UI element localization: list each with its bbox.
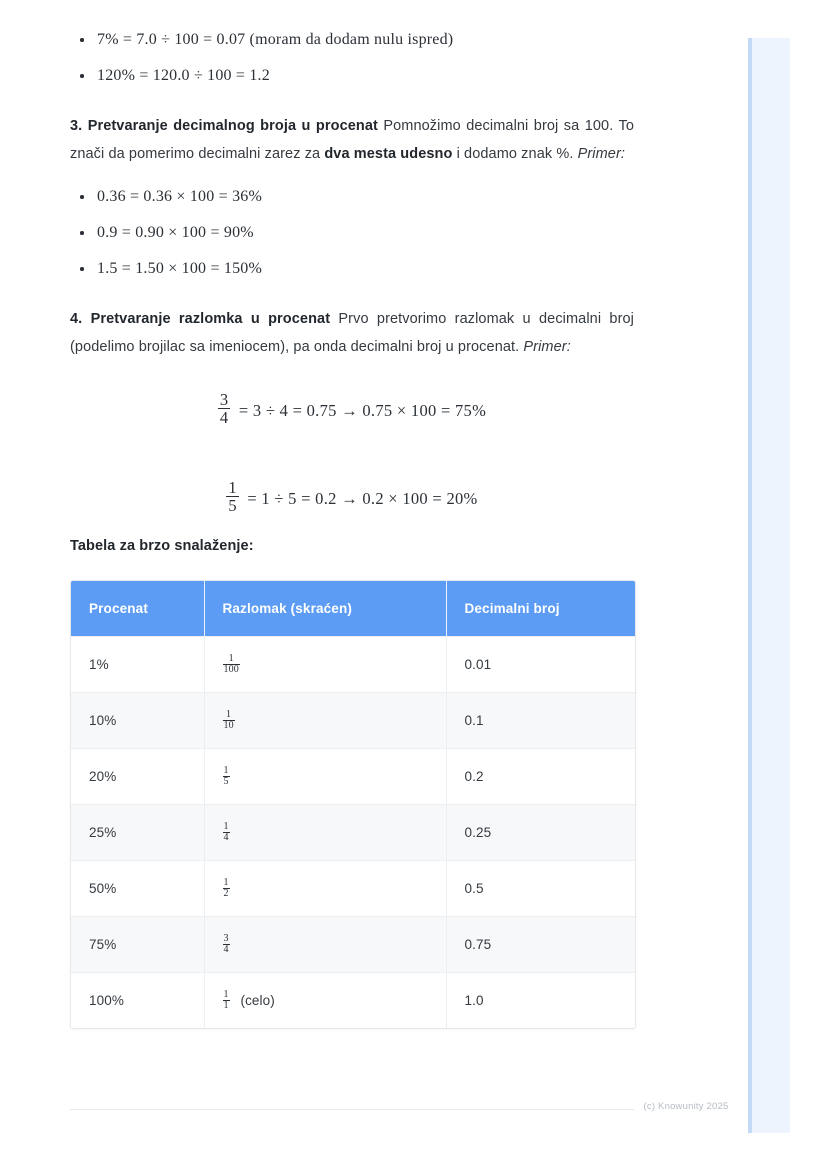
cell-decimalni: 0.01 <box>446 637 635 693</box>
document-content <box>70 30 634 1029</box>
table-row <box>71 973 635 1029</box>
fraction-numerator: 3 <box>219 390 229 409</box>
cell-procenat: 50% <box>71 861 204 917</box>
spacer <box>70 86 634 112</box>
fraction-numerator: 1 <box>223 764 229 776</box>
footer-copyright: (c) Knowunity 2025 <box>643 1101 729 1112</box>
fraction <box>223 990 230 1012</box>
fraction-denominator: 4 <box>223 832 229 844</box>
cell-procenat: 75% <box>71 917 204 973</box>
reference-table-container <box>70 580 636 1029</box>
table-row <box>71 693 635 749</box>
table-header <box>71 581 635 637</box>
equation-remainder: = 3 ÷ 4 = 0.75 → 0.75 × 100 = 75% <box>238 400 487 420</box>
equation-remainder: = 1 ÷ 5 = 0.2 → 0.2 × 100 = 20% <box>247 488 478 508</box>
fraction <box>223 710 235 732</box>
fraction-numerator: 1 <box>226 708 232 720</box>
fraction-3-over-4 <box>218 391 231 427</box>
cell-decimalni: 0.75 <box>446 917 635 973</box>
section-3-example-label: Primer: <box>577 146 626 162</box>
cell-decimalni: 1.0 <box>446 973 635 1029</box>
footer-divider <box>70 1109 634 1110</box>
section-3-paragraph <box>70 112 634 168</box>
cell-procenat: 100% <box>71 973 204 1029</box>
fraction-denominator: 5 <box>228 495 237 515</box>
cell-decimalni: 0.5 <box>446 861 635 917</box>
fraction-denominator: 2 <box>223 888 229 900</box>
cell-procenat: 1% <box>71 637 204 693</box>
table-row <box>71 917 635 973</box>
section-3-emphasis: dva mesta udesno <box>324 146 453 162</box>
cell-decimalni: 0.2 <box>446 749 635 805</box>
fraction-numerator: 1 <box>223 876 229 888</box>
section-4-body: Prvo pretvorimo razlomak u decimalni broj (podelimo brojilac sa imeniocem), pa onda decimalni broj u procenat. <box>70 311 634 355</box>
list-item: 7% = 7.0 ÷ 100 = 0.07 (moram da dodam nulu ispred) <box>70 30 634 50</box>
cell-decimalni: 0.25 <box>446 805 635 861</box>
right-side-panel <box>748 38 790 1133</box>
fraction-numerator: 1 <box>228 652 234 664</box>
fraction-denominator: 4 <box>223 944 229 956</box>
cell-razlomak <box>204 749 446 805</box>
spacer <box>70 168 634 187</box>
fraction-denominator: 5 <box>223 776 229 788</box>
equation-fraction-three-quarters <box>70 391 634 427</box>
fraction <box>223 878 230 900</box>
column-header-razlomak: Razlomak (skraćen) <box>204 581 446 637</box>
cell-razlomak <box>204 805 446 861</box>
list-item: 1.5 = 1.50 × 100 = 150% <box>70 259 634 279</box>
cell-razlomak <box>204 861 446 917</box>
cell-razlomak <box>204 973 446 1029</box>
fraction-denominator: 10 <box>223 720 234 732</box>
fraction-1-over-5 <box>226 479 239 515</box>
table-row <box>71 861 635 917</box>
equation-fraction-one-fifth <box>70 479 634 515</box>
table-body <box>71 637 635 1029</box>
table-row <box>71 749 635 805</box>
table-row <box>71 805 635 861</box>
fraction-denominator: 100 <box>223 664 239 676</box>
cell-procenat: 20% <box>71 749 204 805</box>
spacer <box>70 279 634 305</box>
section-4-heading: 4. Pretvaranje razlomka u procenat <box>70 311 331 327</box>
column-header-decimalni-broj: Decimalni broj <box>446 581 635 637</box>
cell-decimalni: 0.1 <box>446 693 635 749</box>
page-scrollbar[interactable] <box>748 38 752 1133</box>
section-4-example-label: Primer: <box>523 339 571 355</box>
list-item: 0.36 = 0.36 × 100 = 36% <box>70 187 634 207</box>
percent-fraction-decimal-table <box>71 581 635 1028</box>
section-3-heading: 3. Pretvaranje decimalnog broja u procenat <box>70 118 378 134</box>
spacer <box>70 514 634 538</box>
fraction <box>223 654 240 676</box>
column-header-procenat: Procenat <box>71 581 204 637</box>
intro-bullet-list <box>70 30 634 86</box>
fraction-denominator: 4 <box>219 408 229 428</box>
cell-razlomak <box>204 693 446 749</box>
section-4-paragraph <box>70 305 634 361</box>
cell-procenat: 25% <box>71 805 204 861</box>
table-row <box>71 637 635 693</box>
fraction <box>223 822 230 844</box>
fraction-numerator: 3 <box>223 932 229 944</box>
fraction-denominator: 1 <box>223 1000 229 1012</box>
list-item: 0.9 = 0.90 × 100 = 90% <box>70 223 634 243</box>
fraction-numerator: 1 <box>228 477 237 497</box>
fraction-note: (celo) <box>240 993 275 1009</box>
fraction-numerator: 1 <box>223 820 229 832</box>
cell-procenat: 10% <box>71 693 204 749</box>
table-header-row <box>71 581 635 637</box>
fraction <box>223 934 230 956</box>
section-3-body-part1: Pomnožimo decimalni broj sa 100. To znači da pomerimo decimalni zarez za <box>70 118 634 162</box>
list-item: 120% = 120.0 ÷ 100 = 1.2 <box>70 66 634 86</box>
cell-razlomak <box>204 637 446 693</box>
fraction <box>223 766 230 788</box>
section-3-bullet-list <box>70 187 634 279</box>
fraction-numerator: 1 <box>223 988 229 1000</box>
cell-razlomak <box>204 917 446 973</box>
table-caption: Tabela za brzo snalaženje: <box>70 538 254 555</box>
section-3-body-part2: i dodamo znak %. <box>452 146 578 162</box>
